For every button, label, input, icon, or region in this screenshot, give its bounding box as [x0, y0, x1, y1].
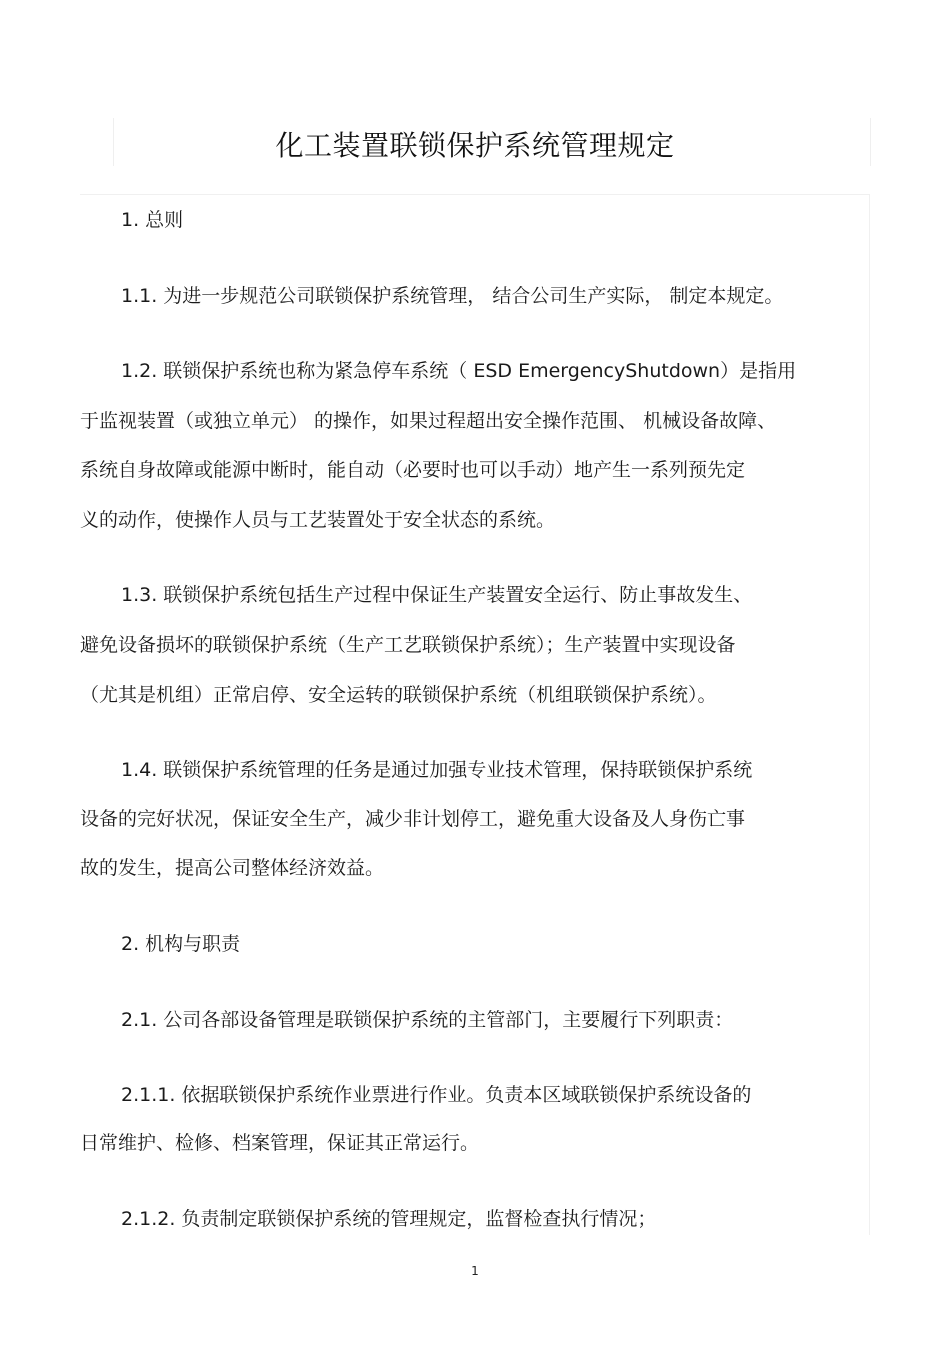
paragraph-line: 2.1. 公司各部设备管理是联锁保护系统的主管部门，主要履行下列职责：: [121, 1009, 734, 1031]
paragraph-line: 系统自身故障或能源中断时，能自动（必要时也可以手动）地产生一系列预先定: [80, 459, 746, 481]
paragraph-line: 避免设备损坏的联锁保护系统（生产工艺联锁保护系统）；生产装置中实现设备: [80, 634, 736, 656]
section-heading-2: 2. 机构与职责: [121, 933, 241, 955]
paragraph-line: 1.1. 为进一步规范公司联锁保护系统管理， 结合公司生产实际， 制定本规定。: [121, 285, 784, 307]
paragraph-line: 1.2. 联锁保护系统也称为紧急停车系统（ ESD EmergencyShutdown）是指用: [121, 360, 797, 382]
paragraph-line: 日常维护、检修、档案管理，保证其正常运行。: [80, 1132, 480, 1154]
paragraph-line: 2.1.2. 负责制定联锁保护系统的管理规定，监督检查执行情况；: [121, 1208, 657, 1230]
paragraph-line: 设备的完好状况，保证安全生产，减少非计划停工，避免重大设备及人身伤亡事: [80, 808, 746, 830]
paragraph-line: （尤其是机组）正常启停、安全运转的联锁保护系统（机组联锁保护系统）。: [80, 684, 717, 706]
body-frame: [80, 194, 870, 1235]
section-heading-1: 1. 总则: [121, 209, 184, 231]
paragraph-line: 故的发生，提高公司整体经济效益。: [80, 857, 385, 879]
paragraph-line: 1.4. 联锁保护系统管理的任务是通过加强专业技术管理，保持联锁保护系统: [121, 759, 753, 781]
page-number: 1: [471, 1264, 479, 1278]
paragraph-line: 于监视装置（或独立单元） 的操作，如果过程超出安全操作范围、 机械设备故障、: [80, 410, 777, 432]
document-title: 化工装置联锁保护系统管理规定: [275, 129, 675, 162]
paragraph-line: 2.1.1. 依据联锁保护系统作业票进行作业。负责本区域联锁保护系统设备的: [121, 1084, 752, 1106]
paragraph-line: 1.3. 联锁保护系统包括生产过程中保证生产装置安全运行、防止事故发生、: [121, 584, 753, 606]
paragraph-line: 义的动作，使操作人员与工艺装置处于安全状态的系统。: [80, 509, 556, 531]
